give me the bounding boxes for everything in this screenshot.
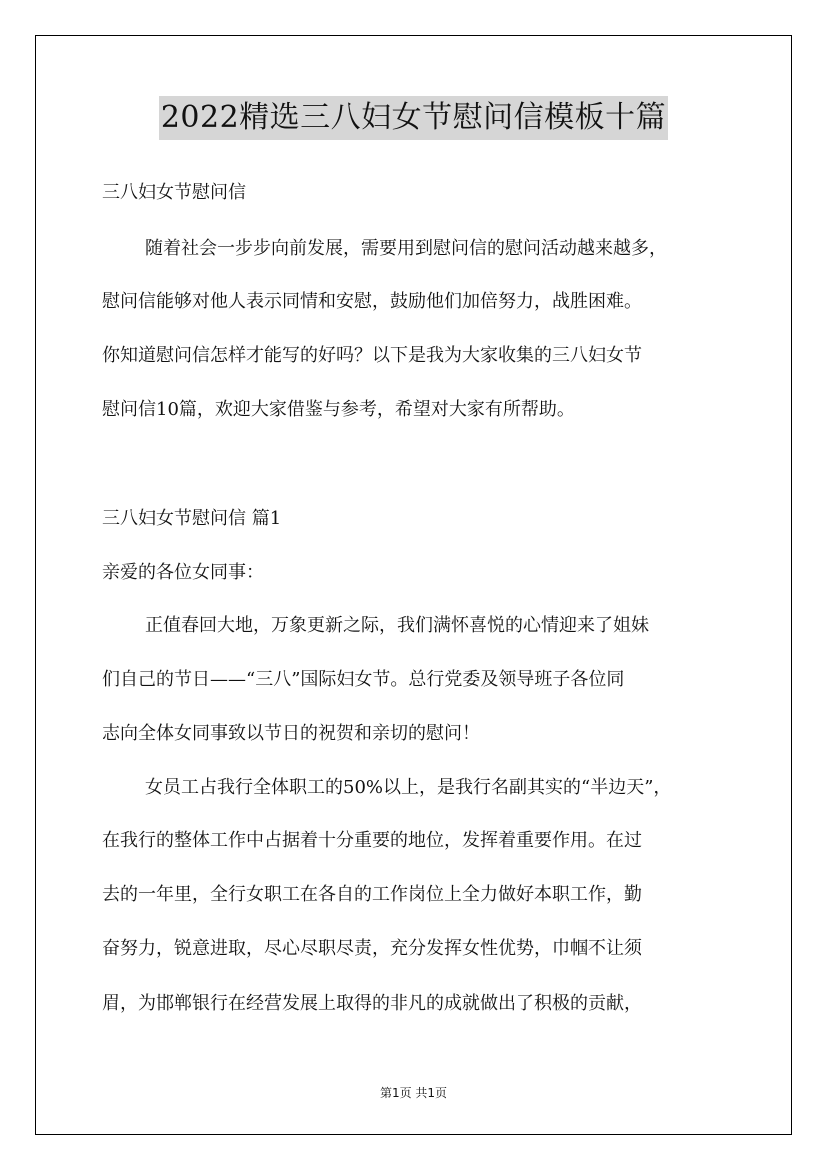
paragraph-line: 眉，为邯郸银行在经营发展上取得的非凡的成就做出了积极的贡献， xyxy=(102,993,642,1014)
paragraph-line: 奋努力，锐意进取，尽心尽职尽责，充分发挥女性优势，巾帼不让须 xyxy=(102,938,642,959)
intro-line: 随着社会一步步向前发展，需要用到慰问信的慰问活动越来越多， xyxy=(145,238,667,259)
salutation: 亲爱的各位女同事： xyxy=(102,562,264,583)
intro-line: 你知道慰问信怎样才能写的好吗？以下是我为大家收集的三八妇女节 xyxy=(102,345,642,366)
page-footer: 第1页 共1页 xyxy=(379,1086,448,1100)
paragraph-line: 在我行的整体工作中占据着十分重要的地位，发挥着重要作用。在过 xyxy=(102,830,642,851)
paragraph-line: 正值春回大地，万象更新之际，我们满怀喜悦的心情迎来了姐妹 xyxy=(145,615,649,636)
paragraph-line: 志向全体女同事致以节日的祝贺和亲切的慰问！ xyxy=(102,723,480,744)
article-heading: 三八妇女节慰问信 篇1 xyxy=(102,508,282,529)
section-heading: 三八妇女节慰问信 xyxy=(102,182,246,203)
document-title: 2022精选三八妇女节慰问信模板十篇 xyxy=(159,96,668,140)
paragraph-line: 女员工占我行全体职工的50%以上，是我行名副其实的“半边天”， xyxy=(145,777,672,798)
intro-line: 慰问信10篇，欢迎大家借鉴与参考，希望对大家有所帮助。 xyxy=(102,399,575,420)
paragraph-line: 去的一年里，全行女职工在各自的工作岗位上全力做好本职工作，勤 xyxy=(102,884,642,905)
intro-line: 慰问信能够对他人表示同情和安慰，鼓励他们加倍努力，战胜困难。 xyxy=(102,291,642,312)
title-container xyxy=(0,96,827,140)
paragraph-line: 们自己的节日——“三八”国际妇女节。总行党委及领导班子各位同 xyxy=(102,669,625,690)
